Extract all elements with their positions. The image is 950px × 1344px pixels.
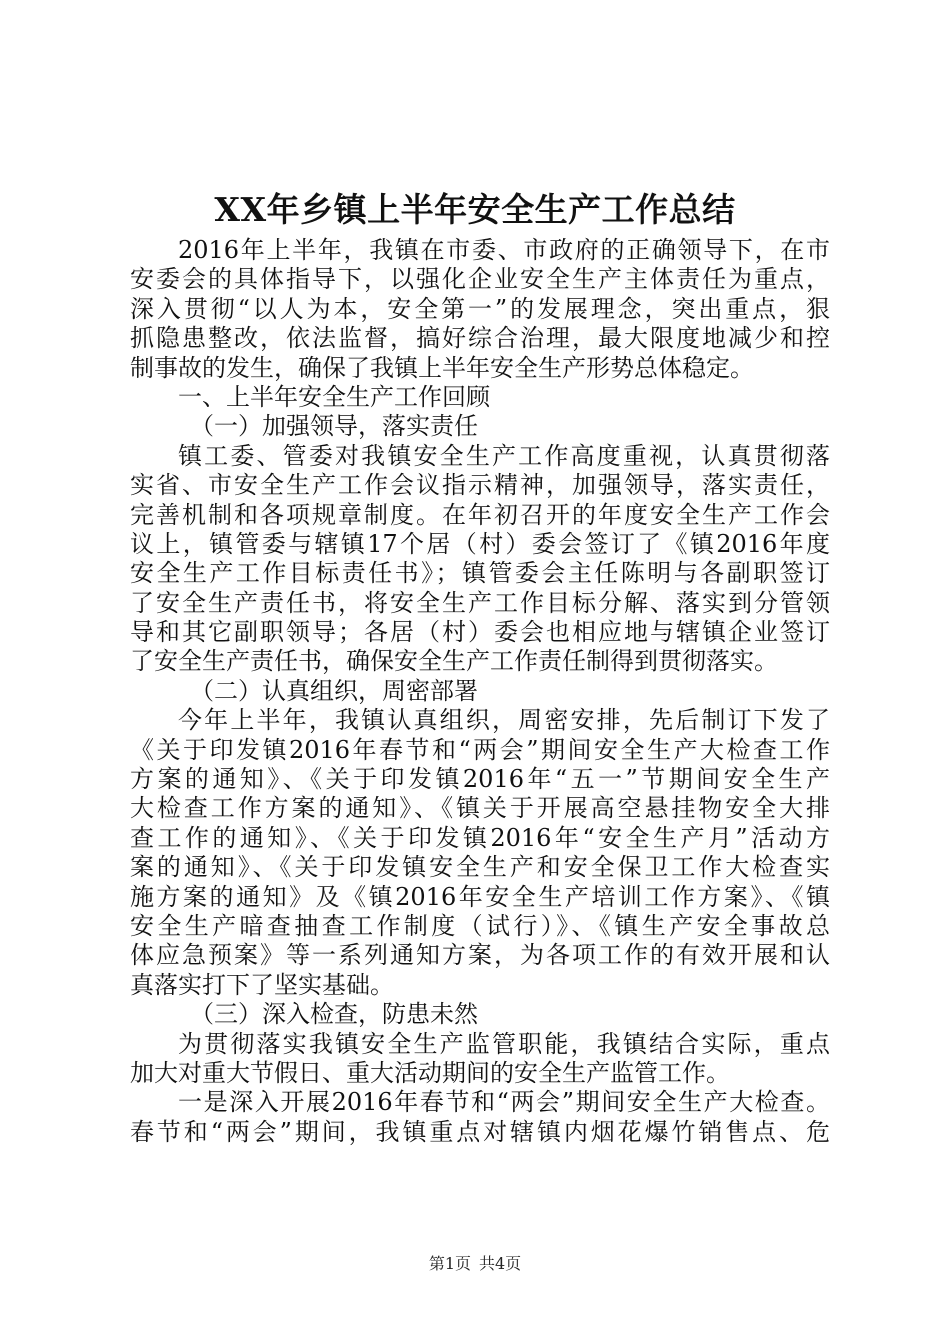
subsection-heading: （二）认真组织，周密部署 bbox=[190, 676, 478, 705]
document-body bbox=[130, 236, 830, 1147]
text-line: 镇工委、管委对我镇安全生产工作高度重视，认真贯彻落 bbox=[178, 441, 830, 470]
page-number: 第1页 bbox=[428, 1254, 471, 1273]
page-total: 共4页 bbox=[479, 1254, 522, 1273]
text-line: 完善机制和各项规章制度。在年初召开的年度安全生产工作会 bbox=[130, 500, 830, 529]
subsection-heading: （三）深入检查，防患未然 bbox=[190, 1000, 478, 1029]
text-line: 一是深入开展2016年春节和“两会”期间安全生产大检查。 bbox=[178, 1088, 830, 1117]
text-line: 了安全生产责任书，将安全生产工作目标分解、落实到分管领 bbox=[130, 588, 830, 617]
text-line: 春节和“两会”期间，我镇重点对辖镇内烟花爆竹销售点、危 bbox=[130, 1117, 830, 1146]
text-line: 安委会的具体指导下，以强化企业安全生产主体责任为重点， bbox=[130, 265, 830, 294]
text-line: 方案的通知》、《关于印发镇2016年“五一”节期间安全生产 bbox=[130, 765, 830, 794]
text-line: 了安全生产责任书，确保安全生产工作责任制得到贯彻落实。 bbox=[130, 647, 778, 676]
text-line: 案的通知》、《关于印发镇安全生产和安全保卫工作大检查实 bbox=[130, 853, 830, 882]
text-line: 今年上半年，我镇认真组织，周密安排，先后制订下发了 bbox=[178, 706, 830, 735]
text-line: 议上，镇管委与辖镇17个居（村）委会签订了《镇2016年度 bbox=[130, 529, 830, 558]
text-line: 大检查工作方案的通知》、《镇关于开展高空悬挂物安全大排 bbox=[130, 794, 830, 823]
text-line: 体应急预案》等一系列通知方案，为各项工作的有效开展和认 bbox=[130, 941, 830, 970]
text-line: 查工作的通知》、《关于印发镇2016年“安全生产月”活动方 bbox=[130, 823, 830, 852]
text-line: 为贯彻落实我镇安全生产监管职能，我镇结合实际，重点 bbox=[178, 1029, 830, 1058]
text-line: 制事故的发生，确保了我镇上半年安全生产形势总体稳定。 bbox=[130, 353, 754, 382]
document-title: XX年乡镇上半年安全生产工作总结 bbox=[214, 190, 736, 229]
text-line: 施方案的通知》及《镇2016年安全生产培训工作方案》、《镇 bbox=[130, 882, 830, 911]
subsection-heading: （一）加强领导，落实责任 bbox=[190, 412, 478, 441]
text-line: 深入贯彻“以人为本，安全第一”的发展理念，突出重点，狠 bbox=[130, 294, 830, 323]
section-heading: 一、上半年安全生产工作回顾 bbox=[178, 382, 490, 411]
text-line: 导和其它副职领导；各居（村）委会也相应地与辖镇企业签订 bbox=[130, 618, 830, 647]
text-line: 抓隐患整改，依法监督，搞好综合治理，最大限度地减少和控 bbox=[130, 324, 830, 353]
text-line: 安全生产工作目标责任书》；镇管委会主任陈明与各副职签订 bbox=[130, 559, 830, 588]
text-line: 真落实打下了坚实基础。 bbox=[130, 970, 394, 999]
text-line: 安全生产暗查抽查工作制度（试行）》、《镇生产安全事故总 bbox=[130, 911, 830, 940]
page-footer bbox=[0, 1252, 950, 1276]
text-line: 加大对重大节假日、重大活动期间的安全生产监管工作。 bbox=[130, 1058, 730, 1087]
text-line: 2016年上半年，我镇在市委、市政府的正确领导下，在市 bbox=[178, 236, 830, 264]
text-line: 《关于印发镇2016年春节和“两会”期间安全生产大检查工作 bbox=[130, 735, 830, 764]
text-line: 实省、市安全生产工作会议指示精神，加强领导，落实责任， bbox=[130, 471, 830, 500]
